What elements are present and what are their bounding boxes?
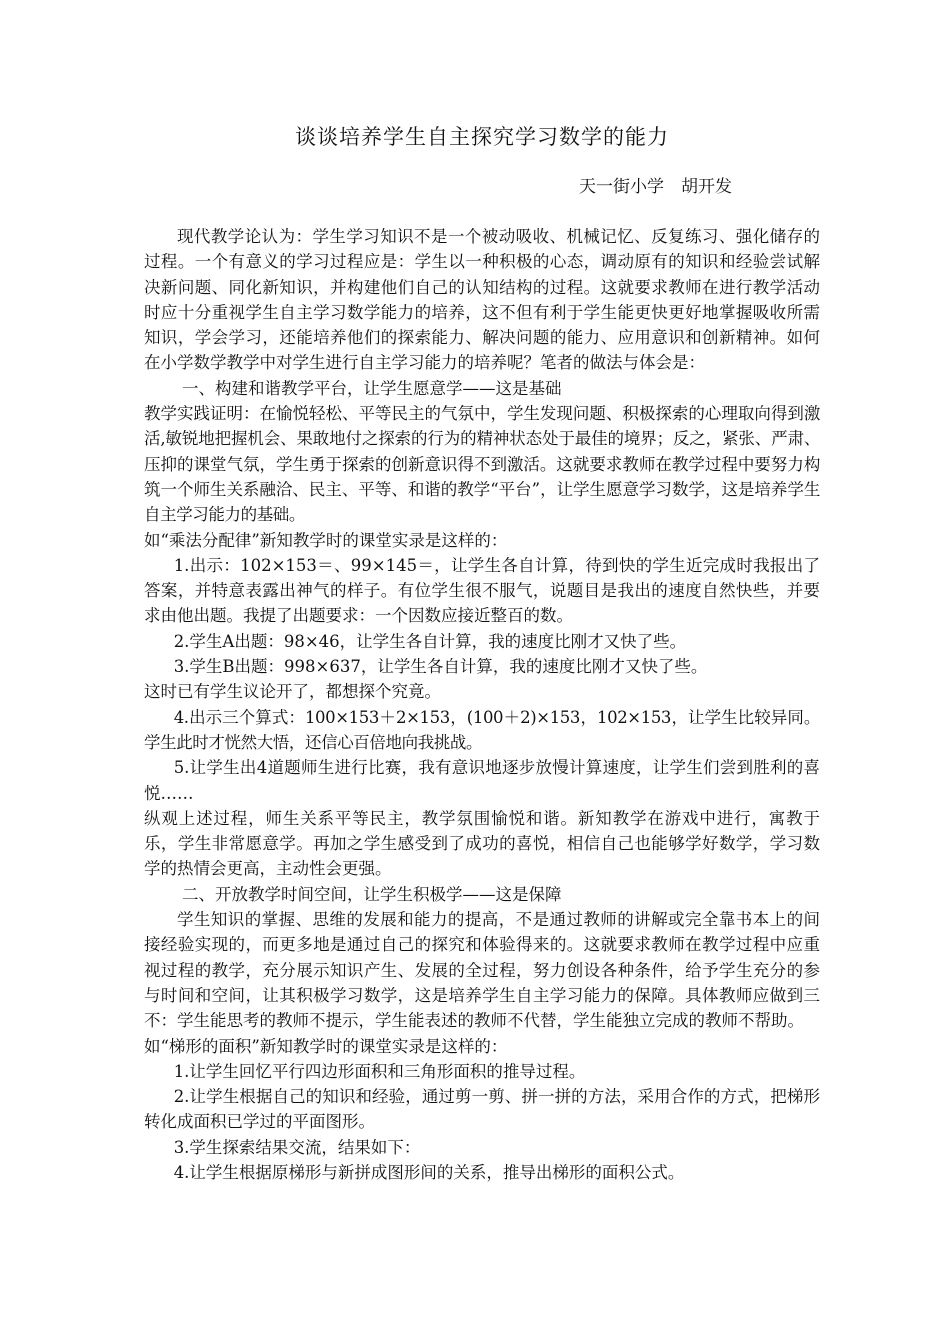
document-body (144, 224, 820, 1185)
paragraph: 1.让学生回忆平行四边形面积和三角形面积的推导过程。 (173, 1061, 586, 1081)
paragraph: 3.学生探索结果交流，结果如下： (173, 1137, 421, 1157)
paragraph: 二、开放教学时间空间，让学生积极学——这是保障 (181, 884, 562, 904)
paragraph: 如“乘法分配律”新知教学时的课堂实录是这样的： (144, 530, 508, 550)
paragraph: 1.出示：102×153＝、99×145＝，让学生各自计算，待到快的学生近完成时我报出了答案，并特意表露出神气的样子。有位学生很不服气，说题目是我出的速度自然快些，并要求由他出题。我提了出题要求：一个因数应接近整百的数。 (144, 555, 820, 626)
paragraph: 如“梯形的面积”新知教学时的课堂实录是这样的： (144, 1036, 508, 1056)
document-title: 谈谈培养学生自主探究学习数学的能力 (295, 125, 669, 149)
document-author: 天一街小学 胡开发 (579, 177, 732, 197)
paragraph: 这时已有学生议论开了，都想探个究竟。 (144, 682, 441, 702)
paragraph: 4.出示三个算式：100×153＋2×153，(100＋2)×153，102×153，让学生比较异同。学生此时才恍然大悟，还信心百倍地向我挑战。 (144, 707, 820, 752)
paragraph: 2.学生A出题：98×46，让学生各自计算，我的速度比刚才又快了些。 (173, 631, 687, 651)
paragraph: 4.让学生根据原梯形与新拼成图形间的关系，推导出梯形的面积公式。 (173, 1162, 685, 1182)
paragraph: 一、构建和谐教学平台，让学生愿意学——这是基础 (181, 378, 562, 398)
paragraph: 学生知识的掌握、思维的发展和能力的提高，不是通过教师的讲解或完全靠书本上的间接经验实现的，而更多地是通过自己的探究和体验得来的。这就要求教师在教学过程中应重视过程的教学，充分展示知识产生、发展的全过程，努力创设各种条件，给予学生充分的参与时间和空间，让其积极学习数学，这是培养学生自主学习能力的保障。具体教师应做到三不：学生能思考的教师不提示，学生能表述的教师不代替，学生能独立完成的教师不帮助。 (144, 910, 820, 1031)
paragraph: 纵观上述过程，师生关系平等民主，教学氛围愉悦和谐。新知教学在游戏中进行，寓教于乐，学生非常愿意学。再加之学生感受到了成功的喜悦，相信自己也能够学好数学，学习数学的热情会更高，主动性会更强。 (144, 808, 820, 879)
paragraph: 教学实践证明：在愉悦轻松、平等民主的气氛中，学生发现问题、积极探索的心理取向得到激活,敏锐地把握机会、果敢地付之探索的行为的精神状态处于最佳的境界；反之，紧张、严肃、压抑的课堂气氛，学生勇于探索的创新意识得不到激活。这就要求教师在教学过程中要努力构筑一个师生关系融洽、民主、平等、和谐的教学“平台”，让学生愿意学习数学，这是培养学生自主学习能力的基础。 (144, 404, 820, 525)
paragraph: 3.学生B出题：998×637，让学生各自计算，我的速度比刚才又快了些。 (173, 657, 708, 677)
paragraph: 5.让学生出4道题师生进行比赛，我有意识地逐步放慢计算速度，让学生们尝到胜利的喜悦…… (144, 758, 820, 803)
paragraph: 2.让学生根据自己的知识和经验，通过剪一剪、拼一拼的方法，采用合作的方式，把梯形转化成面积已学过的平面图形。 (144, 1087, 820, 1132)
paragraph: 现代教学论认为：学生学习知识不是一个被动吸收、机械记忆、反复练习、强化储存的过程。一个有意义的学习过程应是：学生以一种积极的心态，调动原有的知识和经验尝试解决新问题、同化新知识，并构建他们自己的认知结构的过程。这就要求教师在进行教学活动时应十分重视学生自主学习数学能力的培养，这不但有利于学生能更快更好地掌握吸收所需知识，学会学习，还能培养他们的探索能力、解决问题的能力、应用意识和创新精神。如何在小学数学教学中对学生进行自主学习能力的培养呢？笔者的做法与体会是： (144, 227, 820, 373)
